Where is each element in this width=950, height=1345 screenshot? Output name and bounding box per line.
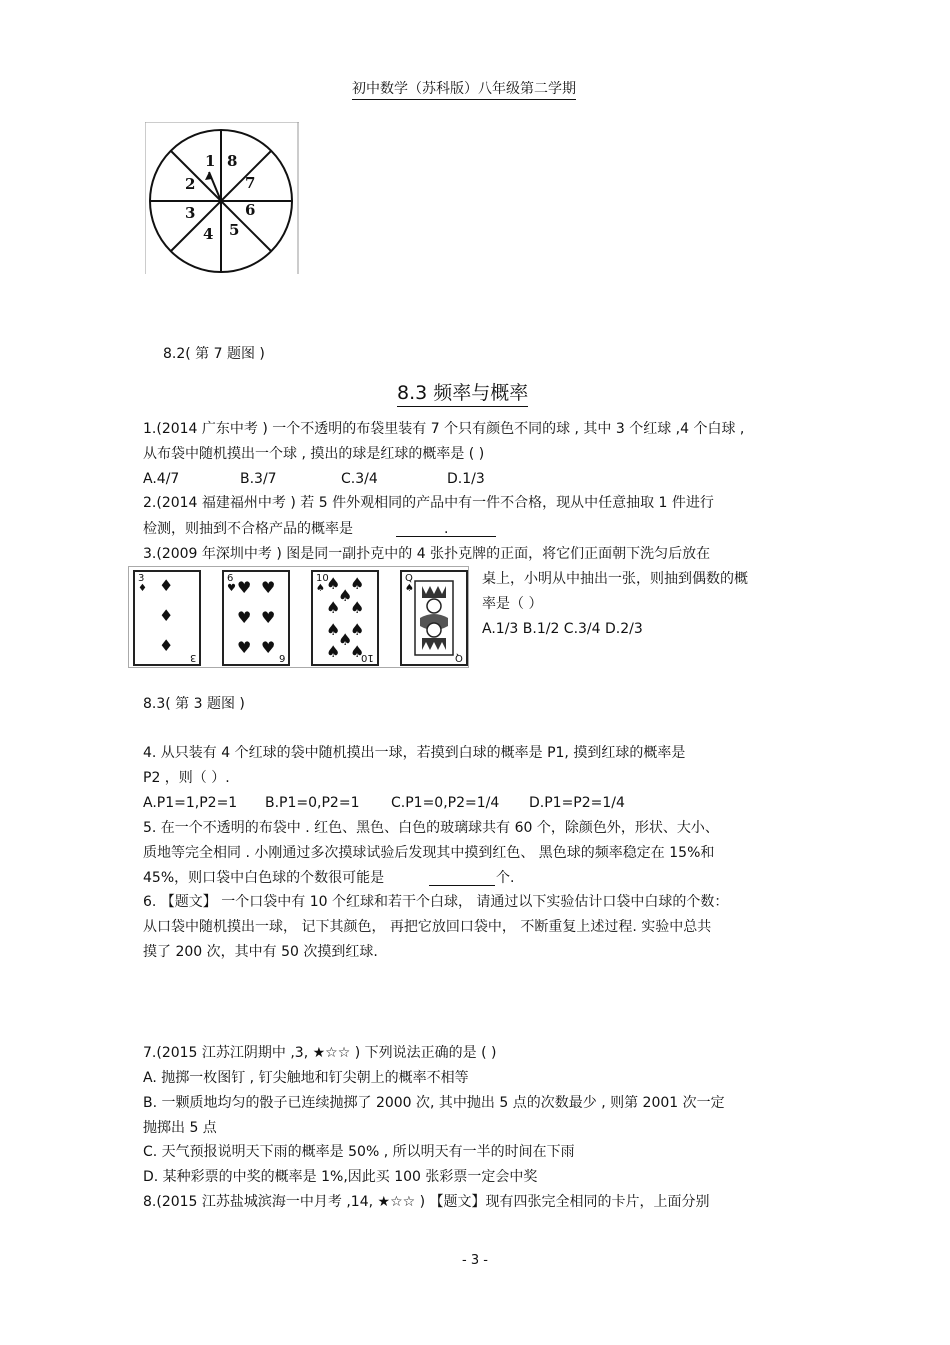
card-pip: ♥ <box>261 578 276 597</box>
card-pip: ♠ <box>326 620 341 639</box>
q3-line3: 率是（ ） <box>482 596 543 612</box>
q7-option-d: D. 某种彩票的中奖的概率是 1%,因此买 100 张彩票一定会中奖 <box>143 1169 538 1185</box>
card-pip: ♠ <box>338 630 353 649</box>
q3-options: A.1/3 B.1/2 C.3/4 D.2/3 <box>482 621 643 637</box>
card-suit-small: ♠ <box>316 583 325 594</box>
q6-line2: 从口袋中随机摸出一球， 记下其颜色， 再把它放回口袋中， 不断重复上述过程. 实验中总共 <box>143 919 712 935</box>
card-pip: ♠ <box>350 574 365 593</box>
card-rank: 10 <box>361 652 374 663</box>
figure-caption-8-3: 8.3( 第 3 题图 ) <box>143 696 245 712</box>
card-pip: ♠ <box>326 642 341 661</box>
spinner-number: 7 <box>245 174 256 192</box>
card-pip: ♦ <box>159 636 174 655</box>
card-rank: 3 <box>138 573 145 584</box>
spinner-number: 5 <box>229 221 240 239</box>
spinner-number: 8 <box>227 152 238 170</box>
card-rank: 10 <box>316 573 329 584</box>
q4-option-c: C.P1=0,P2=1/4 <box>391 795 500 811</box>
card-pip: ♥ <box>261 608 276 627</box>
q1-option-c: C.3/4 <box>341 471 378 487</box>
card-suit-small: ♥ <box>227 583 236 594</box>
q4-line1: 4. 从只装有 4 个红球的袋中随机摸出一球，若摸到白球的概率是 P1, 摸到红球的概率是 <box>143 745 686 761</box>
card-pip: ♠ <box>326 598 341 617</box>
page-header: 初中数学（苏科版）八年级第二学期 <box>352 78 576 100</box>
queen-portrait-icon <box>414 580 454 656</box>
card-rank: Q <box>455 652 463 663</box>
q4-line2: P2 ，则（ ）. <box>143 770 230 786</box>
q6-line3: 摸了 200 次，其中有 50 次摸到红球. <box>143 944 378 960</box>
card-pip: ♠ <box>350 620 365 639</box>
q7-option-c: C. 天气预报说明天下雨的概率是 50% , 所以明天有一半的时间在下雨 <box>143 1144 575 1160</box>
card-rank: 6 <box>278 652 285 663</box>
card-pip: ♥ <box>237 578 252 597</box>
spinner-number: 6 <box>245 201 256 219</box>
q2-period: . <box>444 521 449 537</box>
q5-line3: 45%，则口袋中白色球的个数很可能是 <box>143 870 385 886</box>
q1-option-d: D.1/3 <box>447 471 485 487</box>
playing-card <box>400 570 468 666</box>
page-number: - 3 - <box>462 1253 488 1268</box>
card-rank: 6 <box>227 573 234 584</box>
card-pip: ♥ <box>237 638 252 657</box>
card-pip: ♥ <box>237 608 252 627</box>
section-title: 8.3 频率与概率 <box>397 378 528 407</box>
card-pip: ♠ <box>326 574 341 593</box>
q5-answer-blank <box>429 885 495 886</box>
q5-line1: 5. 在一个不透明的布袋中 . 红色、黑色、白色的玻璃球共有 60 个，除颜色外，形状、大小、 <box>143 820 719 836</box>
q1-line2: 从布袋中随机摸出一个球 , 摸出的球是红球的概率是 ( ) <box>143 446 485 462</box>
spinner-number: 4 <box>203 225 214 243</box>
q1-line1: 1.(2014 广东中考 ) 一个不透明的布袋里装有 7 个只有颜色不同的球 , 其中 3 个红球 ,4 个白球 , <box>143 421 745 437</box>
playing-card <box>311 570 379 666</box>
figure-caption-8-2: 8.2( 第 7 题图 ) <box>163 346 265 362</box>
q2-line2: 检测，则抽到不合格产品的概率是 <box>143 521 353 537</box>
q8-line1: 8.(2015 江苏盐城滨海一中月考 ,14, ★☆☆ ) 【题文】现有四张完全相同的卡片，上面分别 <box>143 1194 710 1210</box>
q4-option-a: A.P1=1,P2=1 <box>143 795 238 811</box>
card-suit-small: ♦ <box>138 583 147 594</box>
q4-option-d: D.P1=P2=1/4 <box>529 795 625 811</box>
spinner-number: 3 <box>185 204 196 222</box>
playing-card <box>133 570 201 666</box>
q7-option-b-line2: 抛掷出 5 点 <box>143 1120 217 1136</box>
card-pip: ♠ <box>338 586 353 605</box>
card-pip: ♠ <box>350 642 365 661</box>
card-pip: ♠ <box>350 598 365 617</box>
q3-line1: 3.(2009 年深圳中考 ) 图是同一副扑克中的 4 张扑克牌的正面，将它们正面朝下洗匀后放在 <box>143 546 711 562</box>
q6-line1: 6. 【题文】 一个口袋中有 10 个红球和若干个白球， 请通过以下实验估计口袋中白球的个数： <box>143 894 729 910</box>
q4-option-b: B.P1=0,P2=1 <box>265 795 360 811</box>
card-pip: ♦ <box>159 576 174 595</box>
q5-line2: 质地等完全相同 . 小刚通过多次摸球试验后发现其中摸到红色、 黑色球的频率稳定在 15%和 <box>143 845 715 861</box>
card-pip: ♥ <box>261 638 276 657</box>
q7-line1: 7.(2015 江苏江阴期中 ,3, ★☆☆ ) 下列说法正确的是 ( ) <box>143 1045 497 1061</box>
q7-option-a: A. 抛掷一枚图钉 , 钉尖触地和钉尖朝上的概率不相等 <box>143 1070 469 1086</box>
card-rank: 3 <box>189 652 196 663</box>
q2-line1: 2.(2014 福建福州中考 ) 若 5 件外观相同的产品中有一件不合格，现从中任意抽取 1 件进行 <box>143 495 714 511</box>
q1-option-b: B.3/7 <box>240 471 277 487</box>
spinner-figure <box>145 122 299 274</box>
spinner-number: 2 <box>185 175 196 193</box>
q1-option-a: A.4/7 <box>143 471 180 487</box>
q3-line2: 桌上，小明从中抽出一张，则抽到偶数的概 <box>482 571 748 587</box>
q7-option-b-line1: B. 一颗质地均匀的骰子已连续抛掷了 2000 次, 其中抛出 5 点的次数最少 , 则第 2001 次一定 <box>143 1095 725 1111</box>
card-pip: ♦ <box>159 606 174 625</box>
spinner-number: 1 <box>205 152 216 170</box>
playing-card <box>222 570 290 666</box>
card-rank: Q <box>405 573 413 584</box>
q5-suffix: 个. <box>496 870 515 886</box>
card-suit-small: ♠ <box>405 583 414 594</box>
